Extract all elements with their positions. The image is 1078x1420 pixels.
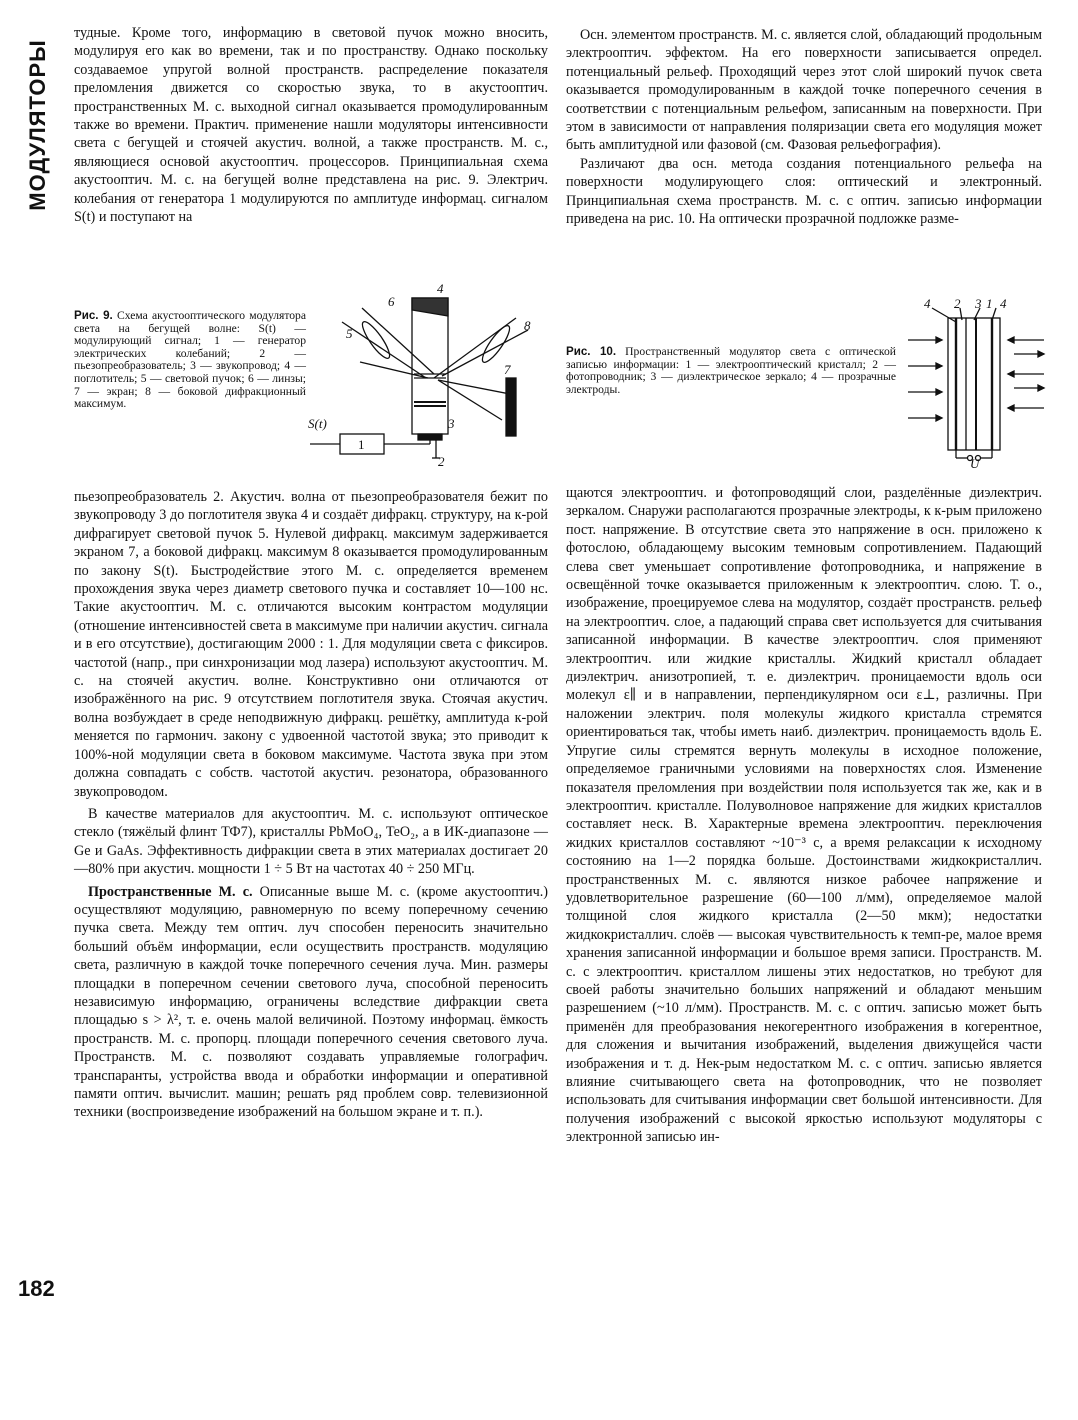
paragraph: пьезопреобразователь 2. Акустич. волна от пьезопреобразователя бежит по звукопроводу 3 до поглотителя звука 4 и создаёт дифракц. структуру, на к-рой дифрагирует световой пучок 5. Нулевой дифракц. максимум задерживается экраном 7, а боковой дифракц. максимум 8 оказывается промодулированным по закону S(t). Быстродействие этого М. с. определяется временем прохождения звука через диаметр светового пучка и составляет 10—100 нс. Такие акустооптич. М. с. отличаются высоким контрастом модуляции (отношение интенсивностей света в максимуме при наличии акустич. сигнала и в его отсутствие), достигающим 2000 : 1. Для модуляции света с фиксиров. частотой (напр., при синхронизации мод лазера) используют акустооптич. М. с. на стоячей акустич. волне. Конструктивно они отличаются от изображённого на рис. 9 отсутствием поглотителя звука. Стоячая акустич. волна возбуждает в среде неподвижную дифракц. решётку, амплитуда к-рой меняется по гармонич. закону с удвоенной частотой звука; это приводит к 100%-ной модуляции света в боковом максимуме. Частота звука при этом должна совпадать с собств. частотой акустич. резонатора, образованного звукопроводом. <box>74 489 548 800</box>
paragraph: Различают два осн. метода создания потенциального рельефа на поверхности модулирующего слоя: оптический и электронный. Принципиальная схема пространств. М. с. с оптич. записью информации приведена на рис. 10. На оптически прозрачной подложке разме- <box>566 155 1042 228</box>
readout-light-arrows <box>1008 337 1044 411</box>
figure-9-label: Рис. 9. <box>74 309 113 322</box>
transducer-2 <box>418 434 442 440</box>
lens-right <box>478 323 513 366</box>
screen-7 <box>506 378 516 436</box>
column-2-bottom <box>566 484 1042 1147</box>
figure-9-diagram <box>306 282 550 468</box>
page-number: 182 <box>18 1276 55 1301</box>
fig10-label-u: U <box>970 456 980 470</box>
incident-light-arrows <box>908 337 942 421</box>
fig9-label-6: 6 <box>388 294 395 309</box>
figure-9-caption <box>74 310 306 411</box>
fig10-label-4a: 4 <box>924 296 931 311</box>
absorber-4 <box>412 298 448 316</box>
column-1-bottom <box>74 488 548 1122</box>
fig9-label-8: 8 <box>524 318 531 333</box>
fig9-label-1: 1 <box>358 437 365 452</box>
figure-10-caption <box>566 346 896 396</box>
fig9-label-5: 5 <box>346 326 353 341</box>
fig9-label-2: 2 <box>438 454 445 468</box>
figure-9-caption-text: Схема акустооптического модулятора света на бегущей волне: S(t) — модулирующий сигнал; 1 — генератор электрических колебаний; 2 — пьезопреобразователь; 3 — звукопровод; 4 — поглотитель; 5 — световой пучок; 6 — линзы; 7 — экран; 8 — боковой дифракционный максимум. <box>74 309 307 411</box>
paragraph: щаются электрооптич. и фотопроводящий слои, разделённые диэлектрич. зеркалом. Снаружи располагаются прозрачные электроды, к к-рым приложено пост. напряжение. В отсутствие света это напряжение в осн. приложено к фотослою, обладающему высоким темновым сопротивлением. Падающий слева свет уменьшает сопротивление фотопроводника, и напряжение в освещённой точке оказывается приложенным к электрооптич. слою. Т. о., изображение, проецируемое слева на модулятор, создаёт пространств. рельеф на электрооптич. слое, а падающий справа свет используется для считывания записанной информации. В качестве электрооптич. слоя применяют электрооптич. или жидкие кристаллы. Жидкий кристалл обладает диэлектрич. анизотропией, т. е. диэлектрич. проницаемости вдоль оси молекул ε∥ и в направлении, перпендикулярном оси ε⊥, различны. При наложении электрич. поля молекулы жидкого кристалла стремятся ориентироваться так, чтобы иметь наиб. диэлектрич. проницаемость вдоль E. Упругие силы стремятся вернуть молекулы в исходное положение, определяемое граничными условиями на поверхностях слоя. Изменение показателя преломления при воздействии поля используется так же, как и в электрооптич. кристалле. Полуволновое напряжение для жидких кристаллов составляет неск. В. Характерные времена электрооптич. переключения жидких кристаллов составляют ~10⁻³ с, а время релаксации к исходному состоянию на 1—2 порядка больше. Достоинствами жидкокристаллич. пространственных М. с. являются низкое рабочее напряжение и удовлетворительное разрешение (60—100 л/мм), определяемое малой толщиной слоя жидкого кристалла (2—50 мкм); недостатки жидкокристаллич. слоёв — высокая чувствительность к темп-ре, малое время хранения записанной информации и большое время записи. Пространств. М. с. с электрооптич. кристаллом лишены этих недостатков, но требуют для своей работы значительно больших напряжений и обладают меньшим разрешением (~10 л/мм). Пространств. М. с. с оптич. записью может быть применён для преобразования некогерентного изображения в когерентное, для сложения и вычитания изображений, выделения движущейся части изображения и т. д. Нек-рым недостатком М. с. с оптич. записью является влияние считывающего света на фотопроводник, что не позволяет использовать для считывания информации свет большой интенсивности. Для получения изображений с высокой яркостью используют модуляторы с электронной записью ин- <box>566 485 1042 1146</box>
paragraph: тудные. Кроме того, информацию в световой пучок можно вносить, модулируя его как во времени, так и по пространству. Однако поскольку создаваемое упругой волной пространств. распределение показателя преломления движется со скоростью звука, то в акустооптич. пространственных М. с. выходной сигнал оказывается промодулированным также во времени. Практич. применение нашли модуляторы интенсивности света с бегущей и стоячей акустич. волной, а также пространств. М. с., являющиеся основой акустооптич. процессоров. Принципиальная схема акустооптич. М. с. на бегущей волне представлена на рис. 9. Электрич. колебания от генератора 1 модулируются по амплитуде информац. сигналом S(t) и поступают на <box>74 25 548 226</box>
column-1-top <box>74 24 548 226</box>
running-head-text: МОДУЛЯТОРЫ <box>25 39 50 211</box>
fig9-label-st: S(t) <box>308 416 327 431</box>
fig10-label-1: 1 <box>986 296 993 311</box>
column-2-top <box>566 26 1042 228</box>
fig10-label-2: 2 <box>954 296 961 311</box>
sound-guide-3 <box>412 298 448 434</box>
running-head <box>26 20 50 230</box>
paragraph <box>74 883 548 1122</box>
lens-left <box>358 319 393 362</box>
fig10-label-4b: 4 <box>1000 296 1007 311</box>
section-heading: Пространственные М. с. <box>88 883 253 900</box>
section-text: Описанные выше М. с. (кроме акустооптич.) осуществляют модуляцию, равномерную по всему поперечному сечению пучка света. Между тем оптич. луч способен переносить значительно больший объём информации, если осуществить пространств. модуляцию света, различную в каждой точке поперечного сечения луча. Мин. размеры площадки в поперечном сечении светового луча, способной переносить независимую информацию, ограничены вследствие дифракции света площадью s > λ², т. е. очень малой величиной. Поэтому информац. ёмкость пространств. М. с. пропорц. площади поперечного сечения светового луча. Пространств. М. с. позволяют создавать управляемые голографич. транспаранты, устройства ввода и обработки информации и оперативной памяти оптич. вычислит. машин; решать ряд проблем совр. телевизионной техники (воспроизведение изображений на большом экране и т. п.). <box>74 883 548 1121</box>
figure-10-label: Рис. 10. <box>566 345 617 358</box>
fig9-label-3: 3 <box>448 416 455 431</box>
fig10-label-3: 3 <box>975 296 982 311</box>
paragraph: Осн. элементом пространств. М. с. является слой, обладающий продольным электрооптич. эффектом. На его поверхности записывается определ. потенциальный рельеф. Проходящий через этот слой широкий пучок света оказывается промодулированным в каждой точке поперечного сечения в соответствии с потенциальным рельефом, записанным на поверхности. При этом в зависимости от направления поляризации света его модуляция может быть амплитудной или фазовой (см. Фазовая рельефография). <box>566 27 1042 154</box>
paragraph: В качестве материалов для акустооптич. М. с. используют оптическое стекло (тяжёлый флинт ТФ7), кристаллы PbMoO₄, TeO₂, а в ИК-диапазоне — Ge и GaAs. Эффективность дифракции света в этих материалах достигает 20—80% при акустич. мощности 1 ÷ 5 Вт на частотах 40 ÷ 250 МГц. <box>74 805 548 878</box>
figure-10-diagram <box>904 296 1052 470</box>
fig9-label-7: 7 <box>504 362 511 377</box>
fig9-label-4: 4 <box>437 282 444 296</box>
figure-10-caption-text: Пространственный модулятор света с оптической записью информации: 1 — электрооптический кристалл; 2 — фотопроводник; 3 — диэлектрическое зеркало; 4 — прозрачные электроды. <box>566 345 896 396</box>
